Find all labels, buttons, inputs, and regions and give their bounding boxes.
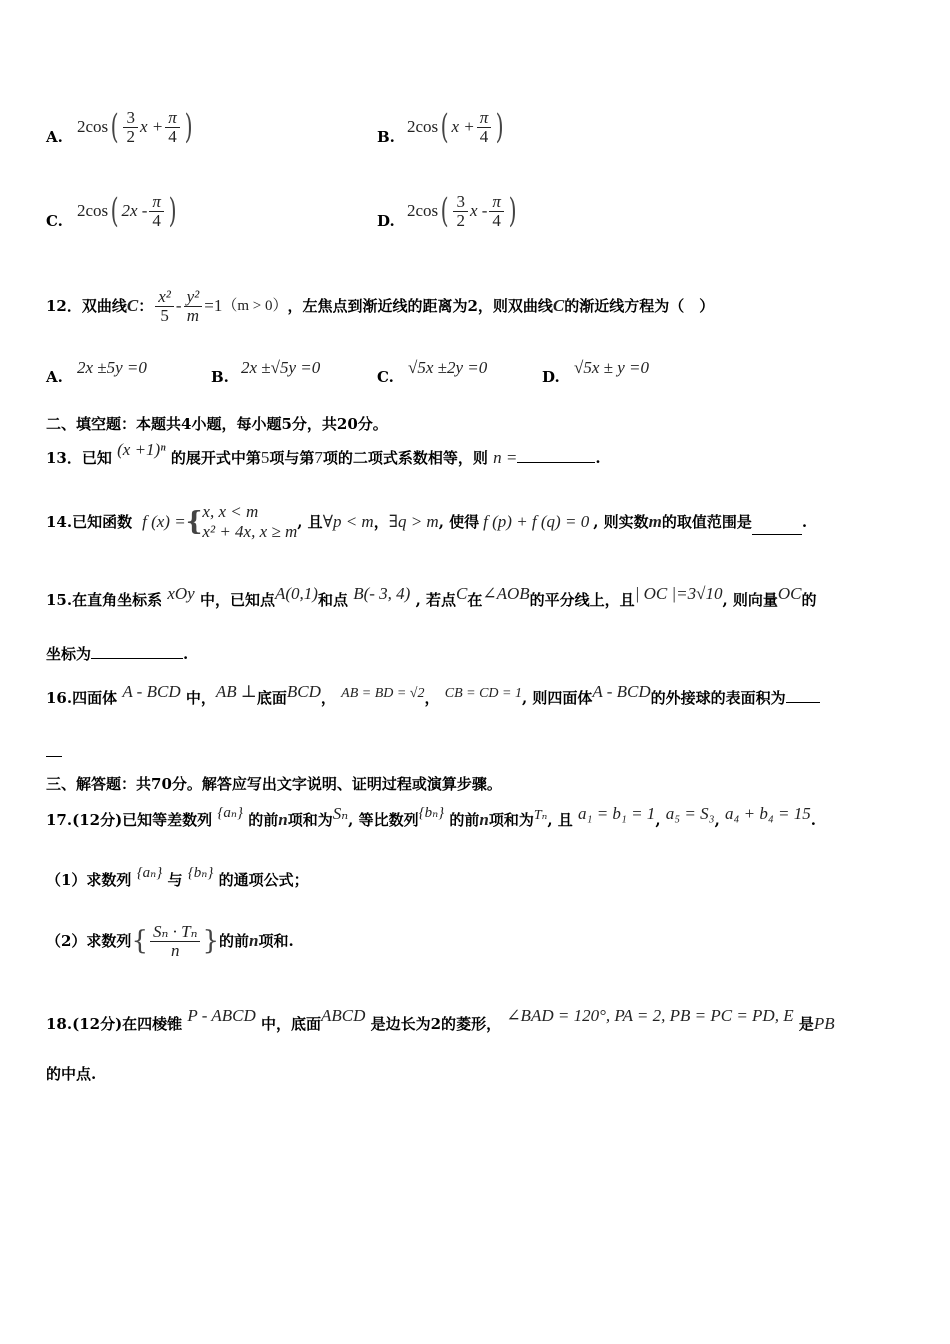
question-17-part-1: （1）求数列 {aₙ} 与 {bₙ} 的通项公式； bbox=[46, 865, 309, 889]
q12-option-d-expr: √5x ± y =0 bbox=[574, 358, 649, 377]
question-18: 18.(12分)在四棱锥 P - ABCD 中，底面ABCD 是边长为2的菱形， ∠BAD = 120°, PA = 2, PB = PC = PD, E 是PB bbox=[46, 1006, 835, 1033]
option-a-label: A. bbox=[46, 128, 63, 146]
q12-option-d-label: D. bbox=[542, 368, 560, 386]
question-15: 15.在直角坐标系 xOy 中，已知点A(0,1)和点 B(- 3, 4) , 若点C在∠AOB的平分线上，且| OC |=3√10, 则向量OC的 bbox=[46, 584, 817, 609]
question-12: 12． 双曲线 C ： $\frac{\text{x²}}{5}$ - $\frac{\text{y²}}{m}$ =1 （m > 0） ，左焦点到渐近线的距离为2，则双曲线 C 的渐近线方程为（ ） bbox=[46, 286, 715, 325]
question-13: 13．已知 (x +1)ⁿ 的展开式中第5项与第7项的二项式系数相等，则 n = . bbox=[46, 440, 601, 467]
q12-option-a-expr: 2x ±5y =0 bbox=[77, 358, 147, 377]
q12-option-b-expr: 2x ±√5y =0 bbox=[241, 358, 321, 377]
q16-answer-blank[interactable] bbox=[786, 688, 820, 703]
section-2-heading: 二、填空题：本题共4小题，每小题5分，共20分。 bbox=[46, 415, 388, 433]
question-17: 17.(12分)已知等差数列 {aₙ} 的前n项和为Sₙ, 等比数列{bₙ} 的前n项和为Tₙ, 且 a₁ = b₁ = 1, a₅ = S₃, a₄ + b₄ = 15. bbox=[46, 804, 817, 829]
q14-answer-blank[interactable] bbox=[752, 520, 802, 535]
option-c-label: C. bbox=[46, 212, 63, 230]
q12-option-a-label: A. bbox=[46, 368, 63, 386]
question-14: 14. 已知函数 f (x) = { x, x < m x² + 4x, x ≥ m , 且 ∀p < m ， ∃q > m , 使得 f (p) + f (q) = 0 , 则实数 m 的取值范围是 . bbox=[46, 502, 808, 541]
question-18-line2: 的中点. bbox=[46, 1065, 97, 1083]
q16-answer-blank-continued bbox=[46, 742, 62, 762]
q12-option-b-label: B. bbox=[211, 368, 229, 386]
question-17-part-2: （2）求数列 { $\frac{\text{Sₙ · Tₙ}}{n}$ } 的前 n 项和. bbox=[46, 921, 294, 960]
option-d-expr: 2cos ( $\frac{3}{2}$ x - $\frac{\pi}{4}$ ) bbox=[407, 191, 517, 231]
option-b-expr: 2cos ( x + $\frac{\pi}{4}$ ) bbox=[407, 107, 504, 147]
option-c-expr: 2cos ( 2x - $\frac{\pi}{4}$ ) bbox=[77, 191, 177, 231]
option-b-label: B. bbox=[377, 128, 395, 146]
option-d-label: D. bbox=[377, 212, 395, 230]
q15-answer-blank[interactable] bbox=[91, 644, 183, 659]
question-16: 16.四面体 A - BCD 中，AB ⊥底面BCD， AB = BD = √2， CB = CD = 1, 则四面体A - BCD的外接球的表面积为 bbox=[46, 688, 820, 710]
q12-option-c-expr: √5x ±2y =0 bbox=[408, 358, 488, 377]
q13-answer-blank[interactable] bbox=[517, 448, 595, 463]
option-a-expr: 2cos ( $\frac{3}{2}$ x + $\frac{\pi}{4}$ ) bbox=[77, 107, 193, 147]
section-3-heading: 三、解答题：共70分。解答应写出文字说明、证明过程或演算步骤。 bbox=[46, 775, 502, 793]
question-15-line2: 坐标为 . bbox=[46, 645, 189, 663]
q12-option-c-label: C. bbox=[377, 368, 394, 386]
